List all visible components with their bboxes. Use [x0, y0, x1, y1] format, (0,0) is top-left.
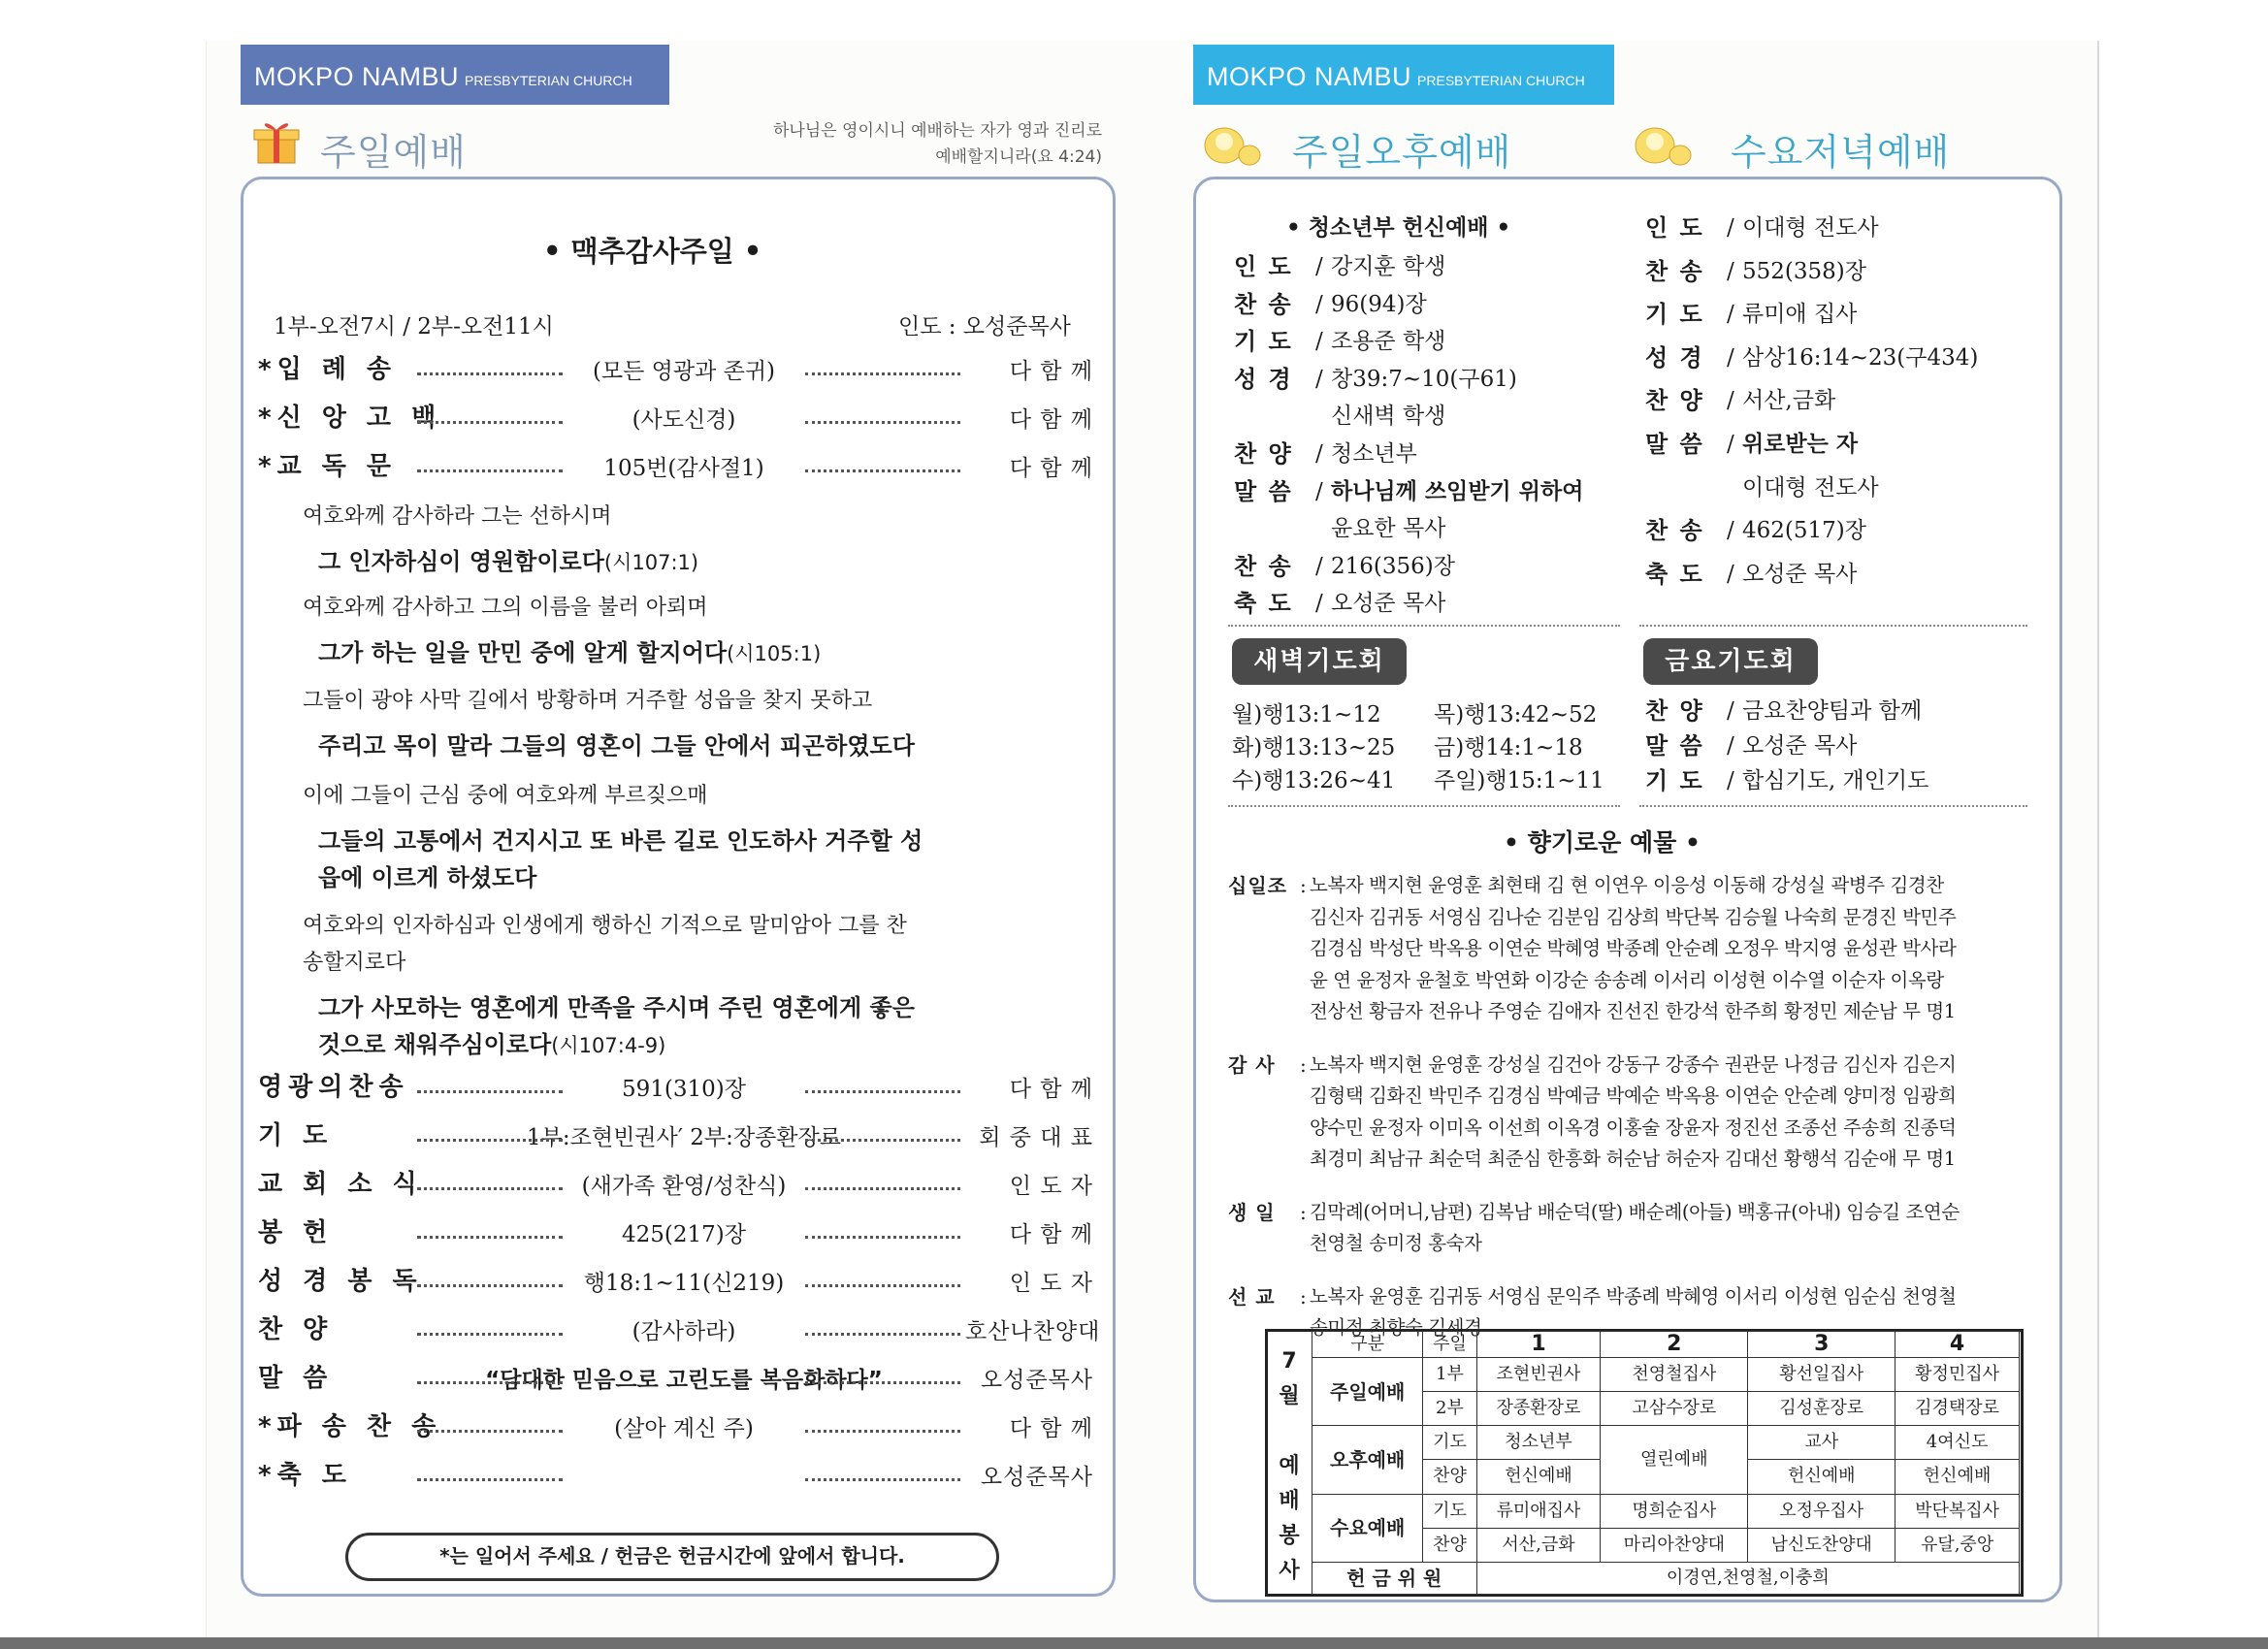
order-performer: 다 함 께: [1009, 1416, 1093, 1441]
slash: /: [1727, 561, 1734, 587]
order-performer: 다 함 께: [1009, 456, 1093, 481]
item-value: 552(358)장: [1742, 258, 1866, 284]
dawn-reading: 화)행13:13~25: [1232, 735, 1396, 760]
slash: /: [1727, 302, 1734, 328]
reading-text: 송할지로다: [303, 951, 406, 975]
scan-edge: [0, 1637, 2268, 1649]
item-value: 금요찬양팀과 함께: [1742, 698, 1923, 724]
item-value: 청소년부: [1331, 441, 1417, 467]
slash: /: [1727, 733, 1734, 759]
slash: /: [1315, 329, 1323, 355]
order-label: 말 씀: [258, 1364, 334, 1393]
order-label: 교 회 소 식: [258, 1170, 423, 1199]
colon: :: [1300, 1200, 1307, 1224]
offering-category: 감 사: [1228, 1052, 1276, 1077]
leader-dots: [805, 1236, 960, 1239]
offering-names: 윤 연 윤정자 윤철호 박연화 이강순 송송례 이서리 이성현 이수열 이순자 이옥랑: [1310, 968, 1944, 991]
pm-service-title: 주일오후예배: [1292, 131, 1512, 174]
friday-prayer-badge: 금요기도회: [1643, 638, 1818, 685]
item-value: 강지훈 학생: [1331, 254, 1446, 279]
order-label: *파 송 찬 송: [258, 1412, 442, 1441]
schedule-cell: 조현빈권사: [1476, 1357, 1601, 1391]
reading-line: [303, 912, 907, 941]
reading-reference: (시107:1): [603, 551, 699, 574]
leader-dots: [417, 1333, 563, 1336]
reading-line: [318, 863, 536, 892]
dawn-reading: 월)행13:1~12: [1232, 702, 1381, 728]
schedule-cell: 황정민집사: [1895, 1357, 2020, 1391]
schedule-cell: 유달,중앙: [1895, 1528, 2020, 1562]
order-item: 425(217)장: [622, 1222, 746, 1247]
item-key: 말 씀: [1234, 477, 1293, 505]
colon: :: [1300, 1052, 1307, 1077]
schedule-cell: 청소년부: [1476, 1426, 1601, 1460]
reading-text: 여호와의 인자하심과 인생에게 행하신 기적으로 말미암아 그를 찬: [303, 914, 907, 938]
item-value: 신새벽 학생: [1331, 404, 1446, 430]
reading-text: 여호와께 감사하고 그의 이름을 불러 아뢰며: [303, 596, 708, 620]
brand-name: MOKPO NAMBU: [1207, 62, 1412, 91]
item-value: 서산,금화: [1742, 388, 1836, 414]
side-char: 배: [1279, 1489, 1300, 1513]
item-value: 이대형 전도사: [1742, 215, 1879, 241]
offering-names: 노복자 백지현 윤영훈 강성실 김건아 강동구 강종수 권관문 나정금 김신자 김은지: [1310, 1052, 1957, 1076]
order-label: 찬 양: [258, 1315, 334, 1344]
slash: /: [1315, 254, 1323, 279]
order-label: *입 례 송: [258, 355, 398, 384]
candle-icon: [1203, 116, 1263, 169]
dawn-reading: 주일)행15:1~11: [1434, 768, 1604, 793]
leader-dots: [805, 1430, 960, 1433]
order-item: (새가족 환영/성찬식): [581, 1174, 787, 1199]
schedule-cell: 천영철집사: [1601, 1357, 1748, 1391]
schedule-cell: 1부: [1423, 1357, 1476, 1391]
item-value: 216(356)장: [1331, 553, 1455, 579]
dawn-reading: 목)행13:42~52: [1434, 702, 1598, 728]
order-performer: 인 도 자: [1009, 1271, 1093, 1296]
divider: [1639, 625, 2027, 627]
item-value: 류미애 집사: [1742, 302, 1858, 328]
slash: /: [1727, 258, 1734, 284]
order-label: *교 독 문: [258, 452, 398, 481]
quote-line: 하나님은 영이시니 예배하는 자가 영과 진리로: [772, 121, 1102, 141]
schedule-cell: 김경택장로: [1895, 1392, 2020, 1426]
item-key: 성 경: [1645, 343, 1704, 372]
schedule-cell: 구분: [1312, 1332, 1423, 1358]
order-item: 105번(감사절1): [603, 456, 764, 481]
reading-line: [303, 782, 708, 811]
leader-dots: [805, 372, 960, 375]
divider: [1639, 805, 2027, 807]
schedule-cell: 헌신예배: [1748, 1460, 1895, 1494]
schedule-cell: 김성훈장로: [1748, 1392, 1895, 1426]
item-key: 찬 송: [1234, 552, 1293, 580]
reading-text: 그들이 광야 사막 길에서 방황하며 거주할 성읍을 찾지 못하고: [303, 689, 873, 713]
schedule-cell: 4여신도: [1895, 1426, 2020, 1460]
schedule-cell: 장종환장로: [1476, 1392, 1601, 1426]
schedule-cell: 명희순집사: [1601, 1494, 1748, 1528]
schedule-cell: 박단복집사: [1895, 1494, 2020, 1528]
reading-line: [303, 949, 405, 978]
schedule-cell: 1: [1476, 1332, 1601, 1358]
offering-names: 김형택 김화진 박민주 김경심 박예금 박예순 박옥용 이연순 안순례 양미정 임광희: [1310, 1084, 1957, 1107]
side-char: 사: [1279, 1559, 1300, 1583]
order-label: 봉 헌: [258, 1218, 334, 1247]
item-key: 축 도: [1645, 560, 1704, 588]
schedule-cell: 2부: [1423, 1392, 1476, 1426]
item-value: 조용준 학생: [1331, 329, 1446, 355]
brand-sub: PRESBYTERIAN CHURCH: [465, 73, 632, 88]
offering-names: 노복자 백지현 윤영훈 최현태 김 현 이연우 이응성 이동해 강성실 곽병주 김경찬: [1310, 874, 1944, 896]
slash: /: [1727, 344, 1734, 371]
item-value: 합심기도, 개인기도: [1742, 768, 1929, 793]
item-value: 오성준 목사: [1331, 591, 1446, 617]
item-value: 96(94)장: [1331, 291, 1427, 317]
leader-dots: [417, 1236, 563, 1239]
item-key: 찬 송: [1645, 257, 1704, 285]
order-performer: 다 함 께: [1009, 1077, 1093, 1102]
leader-dots: [417, 1381, 563, 1384]
item-key: 말 씀: [1645, 732, 1704, 760]
order-label: 성 경 봉 독: [258, 1267, 423, 1296]
offerings-title: • 향기로운 예물 •: [1504, 828, 1701, 857]
schedule-cell: 이경연,천영철,이충희: [1476, 1562, 2019, 1594]
order-item: “담대한 믿음으로 고린도를 복음화하다”: [485, 1368, 883, 1393]
schedule-cell: 열린예배: [1601, 1426, 1748, 1494]
schedule-cell: 2: [1601, 1332, 1748, 1358]
reading-reference: (시107:4-9): [551, 1034, 666, 1057]
slash: /: [1727, 768, 1734, 793]
reading-text: 그들의 고통에서 건지시고 또 바른 길로 인도하사 거주할 성: [318, 827, 923, 855]
item-value: 하나님께 쓰임받기 위하여: [1331, 478, 1584, 504]
schedule-cell: 3: [1748, 1332, 1895, 1358]
item-key: 찬 양: [1645, 697, 1704, 725]
reading-line: [318, 1030, 665, 1060]
schedule-side-label: [1273, 1344, 1306, 1589]
item-value: 삼상16:14~23(구434): [1742, 344, 1979, 371]
standing-notice: *는 일어서 주세요 / 헌금은 헌금시간에 앞에서 합니다.: [345, 1533, 999, 1581]
leader-dots: [417, 421, 563, 424]
schedule-cell: 교사: [1748, 1426, 1895, 1460]
divider: [1228, 625, 1620, 627]
quote-line: 예배할지니라(요 4:24): [935, 147, 1102, 167]
scripture-quote: [679, 118, 1102, 171]
reading-text: 그 인자하심이 영원함이로다: [318, 548, 604, 575]
order-item: (모든 영광과 존귀): [592, 359, 776, 384]
offering-names: 노복자 윤영훈 김귀동 서영심 문익주 박종례 박혜영 이서리 이성현 임순심 천영철: [1310, 1284, 1957, 1308]
order-item: (감사하라): [632, 1319, 736, 1344]
reading-text: 그가 하는 일을 만민 중에 알게 할지어다: [318, 639, 728, 666]
reading-reference: (시105:1): [727, 642, 822, 665]
reading-line: [318, 993, 915, 1022]
leader-dots: [417, 372, 563, 375]
schedule-cell: 찬양: [1423, 1528, 1476, 1562]
candle-icon: [1634, 116, 1694, 169]
schedule-cell: 기도: [1423, 1426, 1476, 1460]
schedule-cell: 류미애집사: [1476, 1494, 1601, 1528]
left-section-title: 주일예배: [320, 131, 467, 174]
reading-line: [318, 638, 821, 668]
leader-dots: [417, 469, 563, 472]
order-item: 행18:1~11(신219): [583, 1271, 785, 1296]
leader-dots: [805, 1284, 960, 1287]
leader-dots: [417, 1139, 563, 1142]
order-label: *신 앙 고 백: [258, 404, 442, 433]
schedule-cell: 헌신예배: [1476, 1460, 1601, 1494]
colon: :: [1300, 1284, 1307, 1309]
schedule-cell: 주일: [1423, 1332, 1476, 1358]
schedule-cell: 남신도찬양대: [1748, 1528, 1895, 1562]
schedule-cell: 수요예배: [1312, 1494, 1423, 1562]
slash: /: [1315, 478, 1323, 504]
order-item: (사도신경): [632, 407, 736, 433]
divider: [1228, 805, 1620, 807]
schedule-cell: 헌신예배: [1895, 1460, 2020, 1494]
offering-names: 송미정 최향숙 김세경: [1310, 1316, 1482, 1339]
offering-names: 양수민 윤정자 이미옥 이선희 이옥경 이홍술 장윤자 정진선 조종선 주송희 진종덕: [1310, 1116, 1957, 1139]
schedule-cell: 오정우집사: [1748, 1494, 1895, 1528]
schedule-table: [1312, 1331, 2020, 1595]
dawn-reading: 수)행13:26~41: [1232, 768, 1396, 793]
offering-category: 생 일: [1228, 1200, 1276, 1224]
gift-icon: [250, 114, 303, 167]
schedule-cell: 황선일집사: [1748, 1357, 1895, 1391]
item-key: 인 도: [1234, 253, 1293, 280]
service-title: • 맥추감사주일 •: [543, 235, 762, 268]
reading-text: 그가 사모하는 영혼에게 만족을 주시며 주린 영혼에게 좋은: [318, 994, 915, 1021]
schedule-cell: 헌 금 위 원: [1312, 1562, 1477, 1594]
item-key: 성 경: [1234, 365, 1293, 393]
reading-text: 읍에 이르게 하셨도다: [318, 864, 537, 891]
item-value: 창39:7~10(구61): [1331, 366, 1517, 392]
brand-name: MOKPO NAMBU: [254, 62, 460, 91]
schedule-cell: 주일예배: [1312, 1357, 1423, 1425]
reading-line: [318, 826, 923, 856]
service-leader: 인도 : 오성준목사: [898, 314, 1071, 340]
leader-dots: [417, 1090, 563, 1093]
item-key: 말 씀: [1645, 431, 1704, 458]
side-char: 예: [1279, 1454, 1300, 1478]
offering-names: 김막례(어머니,남편) 김복남 배순덕(딸) 배순례(아들) 백홍규(아내) 임승길 조연순: [1310, 1200, 1960, 1223]
offering-names: 전상선 황금자 전유나 주영순 김애자 진선진 한강석 한주희 황정민 제순남 무 명1: [1310, 1000, 1956, 1022]
side-char: 봉: [1279, 1524, 1300, 1548]
pm-subtitle: • 청소년부 헌신예배 •: [1286, 215, 1511, 241]
item-key: 인 도: [1645, 214, 1704, 242]
leader-dots: [417, 1478, 563, 1481]
leader-dots: [805, 1333, 960, 1336]
reading-text: 것으로 채워주심이로다: [318, 1031, 552, 1058]
offering-category: 선 교: [1228, 1284, 1276, 1309]
order-performer: 다 함 께: [1009, 407, 1093, 433]
offering-names: 천영철 송미정 홍숙자: [1310, 1232, 1482, 1254]
service-times: 1부-오전7시 / 2부-오전11시: [274, 314, 554, 340]
side-char: [1273, 1414, 1306, 1449]
schedule-cell: 서산,금화: [1476, 1528, 1601, 1562]
item-key: 기 도: [1645, 767, 1704, 794]
order-performer: 회 중 대 표: [979, 1125, 1093, 1150]
reading-text: 이에 그들이 근심 중에 여호와께 부르짖으매: [303, 784, 708, 808]
item-value: 위로받는 자: [1742, 432, 1859, 457]
order-performer: 다 함 께: [1009, 1222, 1093, 1247]
reading-line: [318, 731, 915, 760]
offering-names: 최경미 최남규 최순덕 최준심 한흥화 허순남 허순자 김대선 황행석 김순애 무 명1: [1310, 1148, 1956, 1170]
slash: /: [1727, 432, 1734, 457]
item-value: 오성준 목사: [1742, 561, 1858, 587]
slash: /: [1727, 215, 1734, 241]
right-brand-bar: [1193, 45, 1614, 105]
slash: /: [1315, 291, 1323, 317]
schedule-cell: 마리아찬양대: [1601, 1528, 1748, 1562]
offering-names: 김신자 김귀동 서영심 김나순 김분임 김상희 박단복 김승월 나숙희 문경진 박민주: [1310, 905, 1957, 928]
leader-dots: [805, 421, 960, 424]
reading-line: [303, 594, 708, 623]
reading-line: [303, 687, 872, 716]
colon: :: [1300, 874, 1307, 897]
schedule-cell: 고삼수장로: [1601, 1392, 1748, 1426]
leader-dots: [805, 1090, 960, 1093]
slash: /: [1315, 366, 1323, 392]
reading-line: [303, 502, 612, 532]
dawn-prayer-badge: 새벽기도회: [1232, 638, 1407, 685]
item-value: 이대형 전도사: [1742, 474, 1879, 501]
reading-text: 여호와께 감사하라 그는 선하시며: [303, 504, 612, 529]
leader-dots: [805, 1187, 960, 1190]
leader-dots: [805, 1381, 960, 1384]
leader-dots: [417, 1430, 563, 1433]
brand-sub: PRESBYTERIAN CHURCH: [1417, 73, 1585, 88]
order-performer: 오성준목사: [980, 1465, 1093, 1490]
schedule-cell: 4: [1895, 1332, 2020, 1358]
slash: /: [1727, 518, 1734, 544]
item-key: 축 도: [1234, 590, 1293, 618]
reading-text: 주리고 목이 말라 그들의 영혼이 그들 안에서 피곤하였도다: [318, 732, 915, 760]
item-key: 찬 양: [1234, 440, 1293, 468]
slash: /: [1727, 388, 1734, 414]
leader-dots: [805, 1478, 960, 1481]
schedule-cell: 기도: [1423, 1494, 1476, 1528]
slash: /: [1315, 591, 1323, 617]
order-label: *축 도: [258, 1461, 352, 1490]
order-label: 영광의찬송: [258, 1073, 409, 1102]
order-performer: 오성준목사: [980, 1368, 1093, 1393]
order-performer: 인 도 자: [1009, 1174, 1093, 1199]
order-performer: 호산나찬양대: [965, 1319, 1101, 1344]
side-char: 월: [1279, 1384, 1300, 1408]
order-item: 1부:조현빈권사′ 2부:장종환장로: [527, 1125, 841, 1150]
order-label: 기 도: [258, 1121, 334, 1150]
item-key: 기 도: [1234, 328, 1293, 356]
order-performer: 다 함 께: [1009, 359, 1093, 384]
wed-service-title: 수요저녁예배: [1731, 131, 1951, 174]
leader-dots: [417, 1284, 563, 1287]
left-brand-bar: [241, 45, 669, 105]
order-item: 591(310)장: [622, 1077, 746, 1102]
item-key: 찬 송: [1645, 517, 1704, 545]
slash: /: [1315, 553, 1323, 579]
offering-category: 십일조: [1228, 874, 1287, 897]
leader-dots: [417, 1187, 563, 1190]
item-value: 오성준 목사: [1742, 733, 1858, 759]
item-value: 윤요한 목사: [1331, 516, 1446, 542]
slash: /: [1315, 441, 1323, 467]
item-key: 찬 양: [1645, 387, 1704, 415]
order-item: (살아 계신 주): [614, 1416, 754, 1441]
side-char: 7: [1281, 1349, 1297, 1374]
slash: /: [1727, 698, 1734, 724]
schedule-cell: 오후예배: [1312, 1426, 1423, 1494]
leader-dots: [805, 469, 960, 472]
dawn-reading: 금)행14:1~18: [1434, 735, 1583, 760]
offering-names: 김경심 박성단 박옥용 이연순 박혜영 박종례 안순례 오정우 박지영 윤성관 박사라: [1310, 937, 1957, 959]
schedule-cell: 찬양: [1423, 1460, 1476, 1494]
item-key: 기 도: [1645, 301, 1704, 329]
item-key: 찬 송: [1234, 290, 1293, 318]
item-value: 462(517)장: [1742, 518, 1866, 544]
leader-dots: [805, 1139, 960, 1142]
reading-line: [318, 547, 698, 577]
